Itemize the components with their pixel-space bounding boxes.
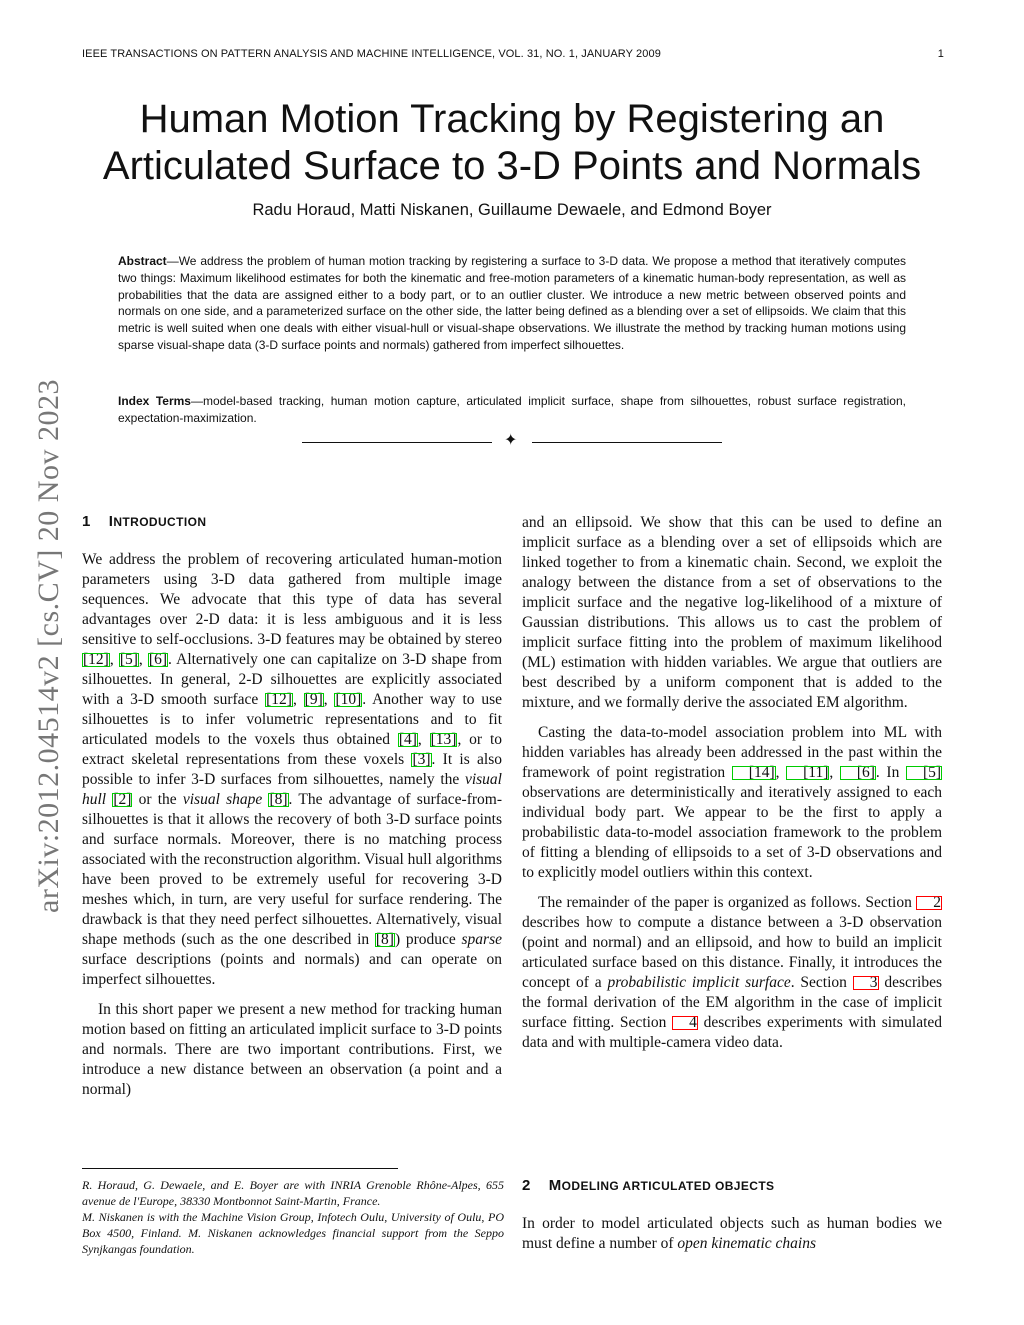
text-run: , — [775, 764, 787, 781]
italic-term: visual hull — [82, 771, 502, 808]
text-run: The remainder of the paper is organized as follows. Section — [538, 894, 917, 911]
text-run: , or to extract skeletal representations from these voxels — [82, 731, 502, 768]
separator-left-rule — [302, 442, 492, 443]
intro-paragraph-2: In this short paper we present a new method for tracking human motion based on fitting an articulated implicit surface to 3-D points and normals. There are two important contributions. First, we introduce a new distance between an observation (a point and a normal) — [82, 1001, 502, 1098]
arxiv-watermark — [32, 350, 66, 942]
section-heading-introduction — [82, 513, 206, 530]
text-run: , — [323, 691, 335, 708]
footnote-affiliation-2: M. Niskanen is with the Machine Vision Group, Infotech Oulu, University of Oulu, PO Box 4500, Finland. M. Niskanen acknowledges financial support from the Seppo Synjkangas foundation. — [82, 1210, 504, 1256]
citation-link[interactable]: [2] — [113, 791, 132, 808]
index-terms-text: —model-based tracking, human motion capture, articulated implicit surface, shape from silhouettes, robust surface registration, expectation-maximization. — [118, 394, 906, 425]
italic-term: sparse — [461, 931, 502, 948]
section-number: 1 — [82, 513, 91, 530]
citation-link[interactable]: [5] — [906, 766, 942, 780]
text-run: , — [138, 651, 148, 668]
footnote — [82, 1177, 504, 1257]
citation-link[interactable]: [13] — [430, 731, 457, 748]
section-title-initial: I — [108, 513, 114, 530]
citation-link[interactable]: [9] — [304, 691, 323, 708]
text-run: . In — [875, 764, 906, 781]
text-run: , — [829, 764, 840, 781]
citation-link[interactable]: [4] — [398, 731, 417, 748]
text-run: . Alternatively one can capitalize on 3-D shape from silhouettes. In general, 2-D silhouettes are explicitly associated with a 3-D smooth surface — [82, 651, 503, 708]
left-column — [82, 550, 502, 1100]
citation-link[interactable]: [14] — [732, 766, 776, 780]
text-run: Casting the data-to-model association problem into ML with hidden variables has already been addressed in the past within the framework of point registration — [522, 724, 942, 781]
text-run: . It is also possible to infer 3-D surfaces from silhouettes, namely the — [82, 751, 502, 788]
section-ref-link[interactable]: 3 — [853, 976, 879, 990]
section-title-rest: NTRODUCTION — [113, 515, 207, 529]
italic-term: probabilistic implicit surface — [607, 974, 791, 991]
index-terms-label: Index Terms — [118, 394, 191, 408]
citation-link[interactable]: [12] — [266, 691, 292, 708]
italic-term: open kinematic chains — [677, 1235, 816, 1252]
citation-link[interactable]: [6] — [148, 651, 167, 668]
title-line-2: Articulated Surface to 3-D Points and Normals — [102, 144, 922, 188]
text-run: describes the formal derivation of the EM algorithm in the case of implicit surface fitting. Section — [522, 974, 942, 1031]
modeling-column — [522, 1214, 942, 1254]
page-number: 1 — [937, 48, 944, 60]
journal-header: IEEE TRANSACTIONS ON PATTERN ANALYSIS AND MACHINE INTELLIGENCE, VOL. 31, NO. 1, JANUARY 2009 — [82, 48, 661, 60]
separator-right-rule — [532, 442, 722, 443]
citation-link[interactable]: [11] — [786, 766, 829, 780]
text-run: ) produce — [394, 931, 462, 948]
intro-paragraph-4 — [522, 723, 942, 883]
title-line-1: Human Motion Tracking by Registering an — [139, 97, 885, 141]
section-title-initial: M — [548, 1177, 562, 1194]
text-run: describes experiments with simulated data and with multiple-camera video data. — [522, 1014, 943, 1051]
text-run: We address the problem of recovering articulated human-motion parameters using 3-D data gathered from multiple image sequences. We advocate that this type of data has several advantages over 2-D data: it is less ambiguous and it is less sensitive to self-occlusions. 3-D features may be obtained by stereo — [82, 551, 502, 648]
text-run: In order to model articulated objects such as human bodies we must define a number of — [522, 1215, 942, 1252]
citation-link[interactable]: [6] — [840, 766, 876, 780]
separator-diamond-icon: ✦ — [504, 432, 518, 449]
section-ref-link[interactable]: 2 — [916, 896, 942, 910]
text-run: . Another way to use silhouettes is to infer volumetric representations and to fit articulated models to the voxels thus obtained — [82, 691, 503, 748]
italic-term: visual shape — [182, 791, 263, 808]
footnote-affiliation-1: R. Horaud, G. Dewaele, and E. Boyer are with INRIA Grenoble Rhône-Alpes, 655 avenue de l'Europe, 38330 Montbonnot Saint-Martin, France. — [82, 1178, 504, 1208]
citation-link[interactable]: [8] — [375, 931, 394, 948]
text-run: or the — [132, 791, 183, 808]
right-column — [522, 513, 942, 1053]
citation-link[interactable]: [10] — [335, 691, 362, 708]
paper-title — [60, 96, 964, 190]
section-number: 2 — [522, 1177, 531, 1194]
text-run: describes how to compute a distance between a 3-D observation (point and normal) and an ellipsoid, and how to build an implicit articulated surface based on this distance. Finally, it introduces the concept of a — [522, 914, 942, 991]
abstract-text: —We address the problem of human motion tracking by registering a surface to 3-D data. We propose a method that iteratively computes two things: Maximum likelihood estimates for both the kinematic and free-motion parameters of a kinematic human-body representation, as well as probabilities that the data are assigned either to a body part, or to an outlier cluster. We introduce a new metric between observed points and normals on one side, and a parameterized surface on the other side, the latter being defined as a blending over a set of ellipsoids. We claim that this metric is well suited when one deals with either visual-hull or visual-shape observations. We illustrate the method by tracking human motions using sparse visual-shape data (3-D surface points and normals) gathered from imperfect silhouettes. — [118, 254, 906, 352]
intro-paragraph-5 — [522, 893, 942, 1053]
citation-link[interactable]: [3] — [412, 751, 431, 768]
text-run: . Section — [790, 974, 853, 991]
section-ref-link[interactable]: 4 — [672, 1016, 698, 1030]
author-list: Radu Horaud, Matti Niskanen, Guillaume Dewaele, and Edmond Boyer — [252, 201, 772, 219]
text-run: , — [109, 651, 119, 668]
section-title-rest: ODELING ARTICULATED OBJECTS — [561, 1179, 775, 1193]
text-run: , — [292, 691, 304, 708]
text-run: observations are deterministically and iteratively assigned to each individual body part. We appear to be the first to apply a probabilistic data-to-model association framework to the problem of fitting a blending of ellipsoids to a set of 3-D observations and to explicitly model outliers within this context. — [522, 784, 942, 881]
intro-paragraph-3: and an ellipsoid. We show that this can be used to define an implicit surface as a blending over a set of ellipsoids which are linked together to from a kinematic chain. Second, we exploit the analogy between the distance from a set of observations to the implicit surface and the negative log-likelihood of a mixture of Gaussian distributions. This allows us to cast the problem of implicit surface fitting into the problem of maximum likelihood (ML) estimation with hidden variables. We argue that outliers are best described by a uniform component that is added to the mixture, and we formally derive the associated EM algorithm. — [522, 514, 942, 711]
running-head — [82, 48, 944, 60]
citation-link[interactable]: [12] — [83, 651, 109, 668]
arxiv-identifier: arXiv:2012.04514v2 [cs.CV] 20 Nov 2023 — [32, 379, 65, 913]
section-heading-modeling — [522, 1177, 774, 1194]
intro-paragraph-1 — [82, 550, 502, 990]
text-run: . The advantage of surface-from-silhouettes is that it allows the recovery of both 3-D surface points and surface normals. Moreover, there is no matching process associated with the reconstruction algorithm. Visual hull algorithms have been proved to be extremely useful for recovering 3-D meshes which, in turn, are very useful for surface rendering. The drawback is that they need perfect silhouettes. Alternatively, visual shape methods (such as the one described in — [82, 791, 502, 948]
citation-link[interactable]: [8] — [269, 791, 288, 808]
citation-link[interactable]: [5] — [119, 651, 138, 668]
abstract — [118, 253, 906, 354]
abstract-label: Abstract — [118, 254, 167, 268]
text-run: , — [417, 731, 430, 748]
index-terms — [118, 393, 906, 427]
text-run: surface descriptions (points and normals) and can operate on imperfect silhouettes. — [82, 951, 502, 988]
footnote-rule — [82, 1168, 398, 1169]
modeling-paragraph-1 — [522, 1214, 942, 1254]
